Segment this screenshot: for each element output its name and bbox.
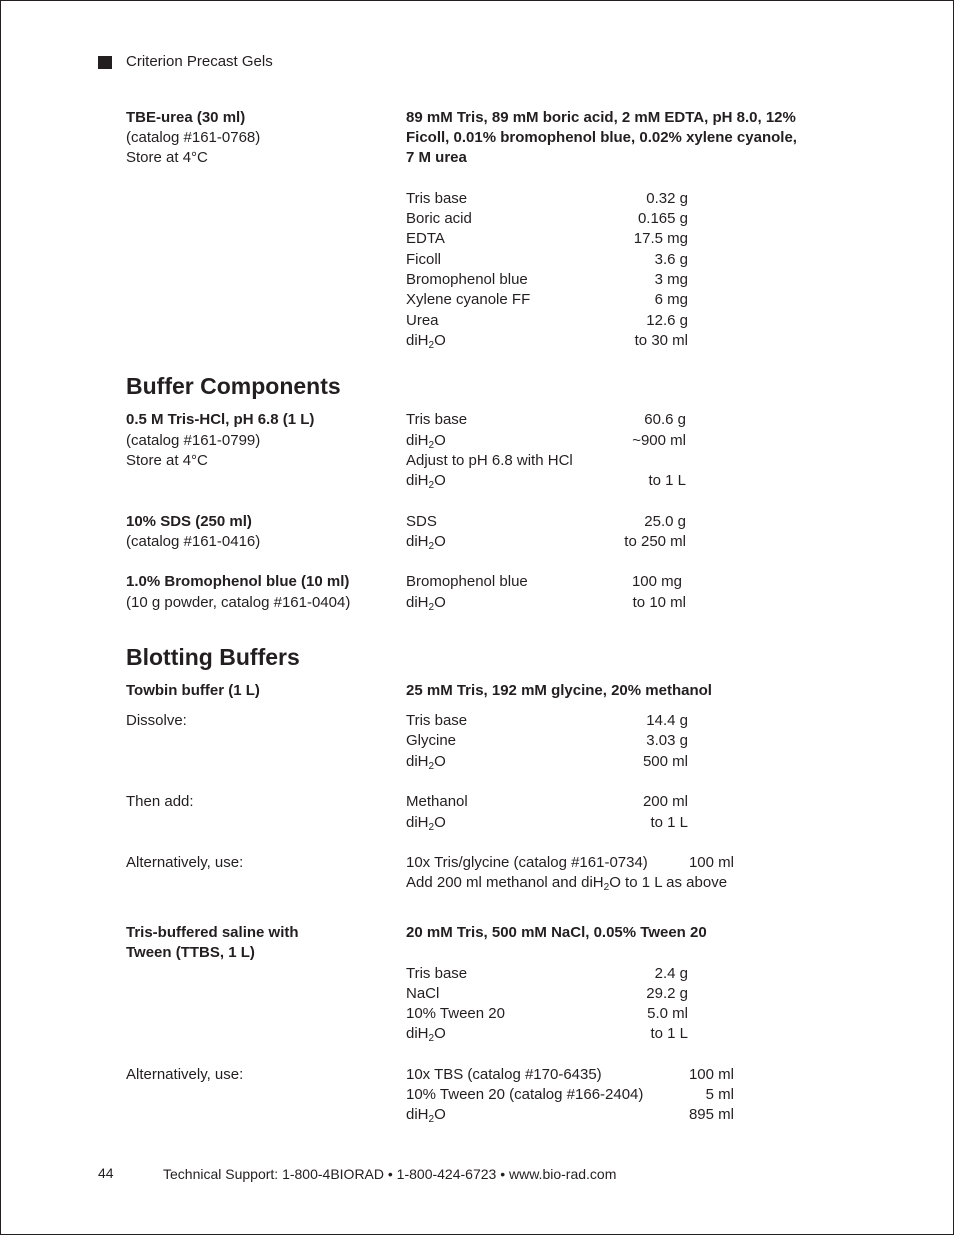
ingredient-name-water: diH$_2$O bbox=[406, 472, 446, 491]
bromophenol-catalog: (10 g powder, catalog #161-0404) bbox=[126, 594, 351, 611]
ingredient-amount: 3.03 g bbox=[646, 732, 688, 749]
ingredient-name-water: diH$_2$O bbox=[406, 432, 446, 451]
buffer-components-heading: Buffer Components bbox=[126, 373, 341, 399]
towbin-dissolve-label: Dissolve: bbox=[126, 712, 187, 729]
ingredient-amount: 12.6 g bbox=[646, 312, 688, 329]
ingredient-amount: 100 ml bbox=[688, 1066, 734, 1083]
ingredient-name: Bromophenol blue bbox=[406, 573, 528, 590]
tbe-urea-composition-line: 7 M urea bbox=[406, 149, 467, 166]
ingredient-amount: 5 ml bbox=[705, 1086, 734, 1103]
tris-hcl-catalog: (catalog #161-0799) bbox=[126, 432, 261, 449]
ingredient-amount: ~900 ml bbox=[632, 432, 686, 449]
ingredient-name: EDTA bbox=[406, 230, 445, 247]
instruction-text: Adjust to pH 6.8 with HCl bbox=[406, 452, 573, 469]
ingredient-name: Ficoll bbox=[406, 251, 442, 268]
ingredient-name: Tris base bbox=[406, 965, 468, 982]
ingredient-name: 10x TBS (catalog #170-6435) bbox=[406, 1066, 602, 1083]
ingredient-amount: 60.6 g bbox=[644, 411, 686, 428]
page-number: 44 bbox=[98, 1165, 114, 1181]
ttbs-title-line: Tris-buffered saline with bbox=[126, 924, 299, 941]
ingredient-amount: 25.0 g bbox=[644, 513, 686, 530]
ingredient-name-water: diH$_2$O bbox=[406, 594, 446, 613]
ingredient-amount: 3 mg bbox=[654, 271, 688, 288]
towbin-composition: 25 mM Tris, 192 mM glycine, 20% methanol bbox=[406, 682, 712, 699]
header-section-title: Criterion Precast Gels bbox=[126, 53, 273, 70]
ingredient-amount: to 1 L bbox=[648, 472, 686, 489]
tbe-urea-storage: Store at 4°C bbox=[126, 149, 208, 166]
ingredient-name: Glycine bbox=[406, 732, 457, 749]
ingredient-name: Xylene cyanole FF bbox=[406, 291, 531, 308]
ingredient-amount: to 30 ml bbox=[634, 332, 688, 349]
tbe-urea-composition-line: 89 mM Tris, 89 mM boric acid, 2 mM EDTA, pH 8.0, 12% bbox=[406, 109, 796, 126]
ingredient-amount: 895 ml bbox=[688, 1106, 734, 1123]
ingredient-amount: to 1 L bbox=[650, 1025, 688, 1042]
ingredient-name-water: diH$_2$O bbox=[406, 753, 446, 772]
ingredient-name: Tris base bbox=[406, 411, 468, 428]
ingredient-amount: 100 mg bbox=[631, 573, 682, 590]
ingredient-amount: 500 ml bbox=[642, 753, 688, 770]
ingredient-amount: 14.4 g bbox=[646, 712, 688, 729]
ingredient-amount: 0.32 g bbox=[646, 190, 688, 207]
ingredient-name-water: diH$_2$O bbox=[406, 1025, 446, 1044]
ingredient-amount: to 10 ml bbox=[632, 594, 686, 611]
ttbs-title-line: Tween (TTBS, 1 L) bbox=[126, 944, 255, 961]
blotting-buffers-heading: Blotting Buffers bbox=[126, 644, 300, 670]
ingredient-amount: 200 ml bbox=[642, 793, 688, 810]
ingredient-name: Boric acid bbox=[406, 210, 472, 227]
footer-support-text: Technical Support: 1-800-4BIORAD • 1-800-424-6723 • www.bio-rad.com bbox=[163, 1166, 617, 1182]
ingredient-amount: 5.0 ml bbox=[647, 1005, 688, 1022]
tbe-urea-title: TBE-urea (30 ml) bbox=[126, 109, 246, 126]
towbin-then-label: Then add: bbox=[126, 793, 194, 810]
ingredient-name: Urea bbox=[406, 312, 439, 329]
tris-hcl-storage: Store at 4°C bbox=[126, 452, 208, 469]
ingredient-amount: to 1 L bbox=[650, 814, 688, 831]
towbin-alt-label: Alternatively, use: bbox=[126, 854, 244, 871]
ingredient-name: SDS bbox=[406, 513, 437, 530]
instruction-text: Add 200 ml methanol and diH$_2$O to 1 L as above bbox=[406, 874, 728, 893]
ingredient-name-water: diH$_2$O bbox=[406, 533, 446, 552]
tbe-urea-composition-line: Ficoll, 0.01% bromophenol blue, 0.02% xylene cyanole, bbox=[406, 129, 797, 146]
ingredient-name: Tris base bbox=[406, 190, 468, 207]
ingredient-name: Bromophenol blue bbox=[406, 271, 528, 288]
ttbs-alt-label: Alternatively, use: bbox=[126, 1066, 244, 1083]
ingredient-amount: to 250 ml bbox=[624, 533, 686, 550]
ingredient-amount: 29.2 g bbox=[646, 985, 688, 1002]
ingredient-name-water: diH$_2$O bbox=[406, 332, 446, 351]
ingredient-amount: 17.5 mg bbox=[633, 230, 688, 247]
ingredient-name: 10x Tris/glycine (catalog #161-0734) bbox=[406, 854, 648, 871]
ingredient-name: Tris base bbox=[406, 712, 468, 729]
ingredient-amount: 2.4 g bbox=[654, 965, 688, 982]
ingredient-name: Methanol bbox=[406, 793, 468, 810]
tbe-urea-catalog: (catalog #161-0768) bbox=[126, 129, 261, 146]
header-square-icon bbox=[98, 56, 112, 69]
bromophenol-title: 1.0% Bromophenol blue (10 ml) bbox=[126, 573, 350, 590]
ingredient-name: 10% Tween 20 (catalog #166-2404) bbox=[406, 1086, 644, 1103]
sds-title: 10% SDS (250 ml) bbox=[126, 513, 252, 530]
ingredient-amount: 6 mg bbox=[654, 291, 688, 308]
tris-hcl-title: 0.5 M Tris-HCl, pH 6.8 (1 L) bbox=[126, 411, 315, 428]
ingredient-amount: 3.6 g bbox=[654, 251, 688, 268]
ingredient-name-water: diH$_2$O bbox=[406, 814, 446, 833]
ttbs-composition: 20 mM Tris, 500 mM NaCl, 0.05% Tween 20 bbox=[406, 924, 707, 941]
ingredient-name: 10% Tween 20 bbox=[406, 1005, 505, 1022]
ingredient-name-water: diH$_2$O bbox=[406, 1106, 446, 1125]
ingredient-amount: 100 ml bbox=[688, 854, 734, 871]
ingredient-amount: 0.165 g bbox=[637, 210, 688, 227]
sds-catalog: (catalog #161-0416) bbox=[126, 533, 261, 550]
towbin-title: Towbin buffer (1 L) bbox=[126, 682, 260, 699]
ingredient-name: NaCl bbox=[406, 985, 440, 1002]
